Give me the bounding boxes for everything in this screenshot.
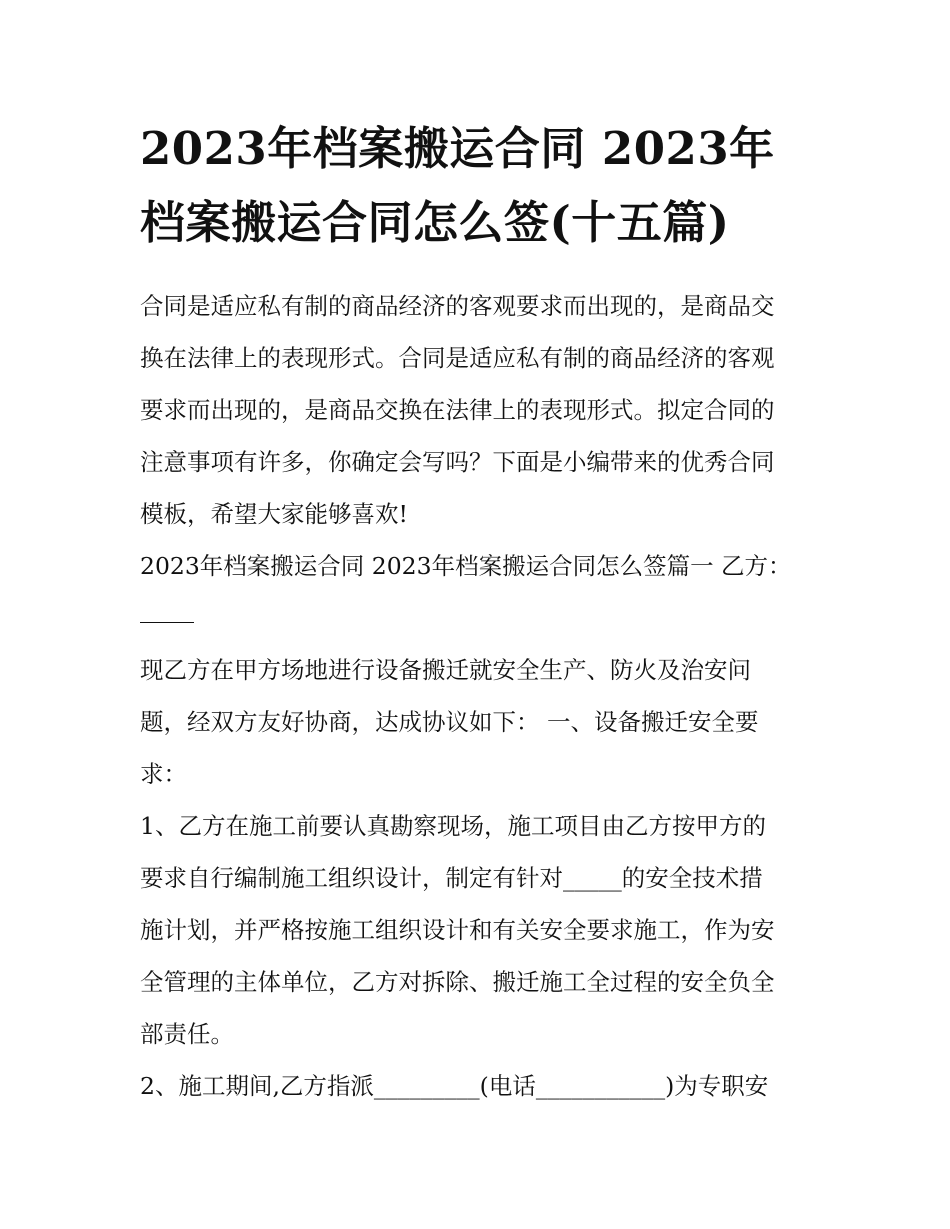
clause-1-line: 施计划，并严格按施工组织设计和有关安全要求施工，作为安 bbox=[140, 916, 775, 944]
clause-1-line: 要求自行编制施工组织设计，制定有针对_____的安全技术措 bbox=[140, 864, 763, 892]
intro-line: 换在法律上的表现形式。合同是适应私有制的商品经济的客观 bbox=[140, 344, 775, 372]
intro-line: 模板，希望大家能够喜欢! bbox=[140, 500, 408, 528]
document-title bbox=[140, 112, 820, 260]
clause-1 bbox=[140, 800, 820, 1060]
agreement-line: 求： bbox=[140, 760, 187, 788]
clause-2 bbox=[140, 1060, 820, 1112]
clause-2-line: 2、施工期间,乙方指派_________(电话___________)为专职安 bbox=[140, 1072, 769, 1100]
intro-line: 注意事项有许多，你确定会写吗？下面是小编带来的优秀合同 bbox=[140, 448, 775, 476]
title-line: 档案搬运合同怎么签(十五篇) bbox=[140, 196, 730, 249]
intro-line: 要求而出现的，是商品交换在法律上的表现形式。拟定合同的 bbox=[140, 396, 775, 424]
document-page bbox=[140, 112, 820, 1112]
blank-underline bbox=[140, 622, 194, 623]
agreement-line: 现乙方在甲方场地进行设备搬迁就安全生产、防火及治安问 bbox=[140, 656, 751, 684]
clause-1-line: 全管理的主体单位，乙方对拆除、搬迁施工全过程的安全负全 bbox=[140, 968, 775, 996]
title-line: 2023年档案搬运合同 2023年 bbox=[140, 122, 775, 175]
section-heading bbox=[140, 540, 820, 592]
clause-1-line: 1、乙方在施工前要认真勘察现场，施工项目由乙方按甲方的 bbox=[140, 812, 766, 840]
party-b-blank-line bbox=[140, 592, 820, 644]
section-heading-line: 2023年档案搬运合同 2023年档案搬运合同怎么签篇一 乙方： bbox=[140, 552, 792, 580]
intro-paragraph bbox=[140, 280, 820, 540]
intro-line: 合同是适应私有制的商品经济的客观要求而出现的，是商品交 bbox=[140, 292, 775, 320]
agreement-line: 题，经双方友好协商，达成协议如下： 一、设备搬迁安全要 bbox=[140, 708, 759, 736]
agreement-paragraph bbox=[140, 644, 820, 800]
clause-1-line: 部责任。 bbox=[140, 1020, 234, 1048]
